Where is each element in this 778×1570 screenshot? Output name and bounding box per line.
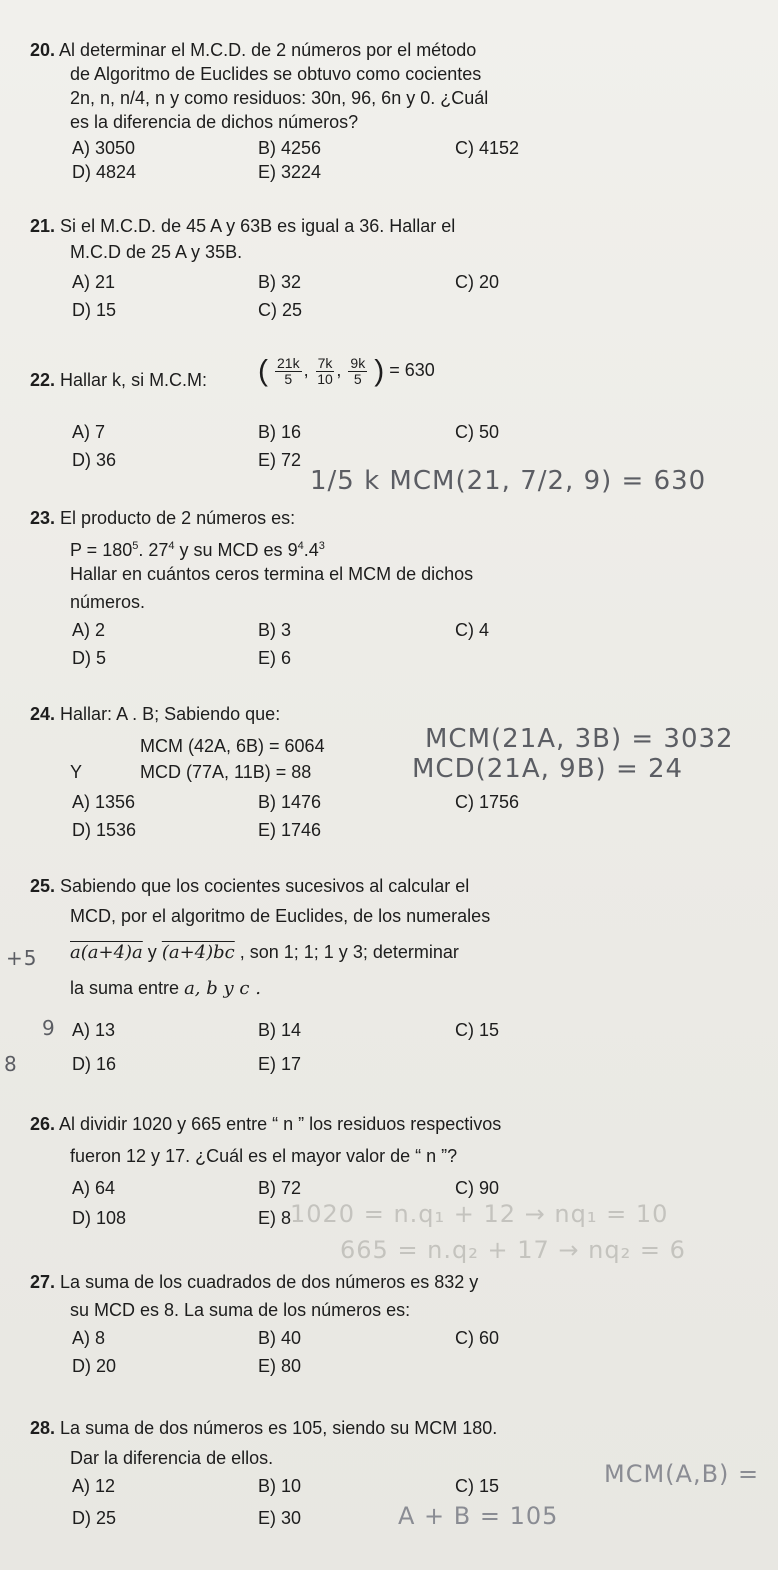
fraction: $\frac{7k}{10}$ — [317, 354, 333, 387]
option-b: B) 3 — [258, 620, 292, 640]
margin-note: +5 — [6, 946, 38, 970]
option-d: D) 4824 — [72, 162, 137, 182]
option-d: D) 1536 — [72, 820, 137, 840]
option-a: A) 13 — [72, 1020, 116, 1040]
question-text: , son 1; 1; 1 y 3; determinar — [239, 942, 459, 962]
question-text: números. — [70, 592, 146, 612]
question-number: 25. — [30, 876, 56, 896]
option-b: B) 14 — [258, 1020, 302, 1040]
question-text: es la diferencia de dichos números? — [70, 112, 359, 132]
question-text: 2n, n, n/4, n y como residuos: 30n, 96, 6n y 0. ¿Cuál — [70, 88, 489, 108]
option-c: C) 15 — [455, 1476, 500, 1496]
question-text: fueron 12 y 17. ¿Cuál es el mayor valor de “ n ”? — [70, 1146, 458, 1166]
option-b: B) 1476 — [258, 792, 322, 812]
option-c: C) 15 — [455, 1020, 500, 1040]
question-text: la suma entre — [70, 978, 180, 998]
option-d: D) 25 — [72, 1508, 117, 1528]
question-text: M.C.D de 25 A y 35B. — [70, 242, 243, 262]
question-text: MCD (77A, 11B) = 88 — [140, 762, 312, 782]
option-b: B) 16 — [258, 422, 302, 442]
question-text: MCD, por el algoritmo de Euclides, de los numerales — [70, 906, 491, 926]
option-e: E) 17 — [258, 1054, 302, 1074]
question-text: su MCD es 8. La suma de los números es: — [70, 1300, 411, 1320]
option-c: C) 60 — [455, 1328, 500, 1348]
worksheet-page: 20. Al determinar el M.C.D. de 2 números por el método de Algoritmo de Euclides se obtuvo como cocientes 2n, n, n/4, n y como residuos: 30n, 96, 6n y 0. ¿Cuál es la diferencia de dichos números? A) 3050 B) 4256 C) 4152 D) 4824 E) 3224 21. Si el M.C.D. de 45 A y 63B es igual a 36. Hallar el M.C.D de 25 A y 35B. A) 21 B) 32 C) 20 D) 15 C) 25 22. Hallar k, si M.C.M: ( $\frac{21k}{5}$ , $\frac{7k}{10}$ , $\frac{9k}{5}$ ) = 630 A) 7 B) 16 C) 50 D) 36 E) 72 1/5 k MCM(21, 7/2, 9) = 630 23. El producto de 2 números es: $P = 180^5$. $27^4$ y su MCD es $9^4.4^3$ Hallar en cuántos ceros termina el MCM de dichos números. A) 2 B) 3 C) 4 D) 5 E) 6 24. Hallar: A . B; Sabiendo que: MCM (42A, 6B) = 6064 Y MCD (77A, 11B) = 88 MCM(21A, 3B) = 3032 MCD(21A, 9B) = 24 A) 1356 B) 1476 C) 1756 D) 1536 E) 1746 25. Sabiendo que los cocientes sucesivos al calcular el MCD, por el algoritmo de Euclides, de los numerales a(a+4)a y (a+4)bc , son 1; 1; 1 y 3; determinar la suma entre a, b y c . +5 9 8 A) 13 B) 14 C) 15 D) 16 E) 17 26. Al dividir 1020 y 665 entre “ n ” los residuos respectivos fueron 12 y 17. ¿Cuál es el mayor valor de “ n ”? A) 64 B) 72 C) 90 D) 108 E) 8 1020 = n.q₁ + 12 → nq₁ = 10 665 = n.q₂ + 17 → nq₂ = 6 27. La suma de los cuadrados de dos números es 832 y su MCD es 8. La suma de los números es: A) 8 B) 40 C) 60 D) 20 E) 80 28. La suma de dos números es 105, siendo su MCM 180. Dar la diferencia de ellos. A) 12 B) 10 C) 15 D) 25 E) 30 MCM(A,B) = A + B = 105 — [0, 0, 778, 1570]
fraction: $\frac{21k}{5}$ — [277, 354, 300, 387]
question-number: 28. — [30, 1418, 56, 1438]
numeral-2: (a+4)bc — [161, 942, 235, 963]
question-text: Al dividir 1020 y 665 entre “ n ” los residuos respectivos — [59, 1114, 502, 1134]
fraction: $\frac{9k}{5}$ — [350, 354, 366, 387]
question-text: La suma de dos números es 105, siendo su MCM 180. — [60, 1418, 498, 1438]
option-c: C) 90 — [455, 1178, 500, 1198]
margin-note: 9 — [42, 1016, 56, 1040]
question-number: 21. — [30, 216, 56, 236]
handwritten-note: MCM(21A, 3B) = 3032 — [425, 724, 734, 754]
question-text: MCM (42A, 6B) = 6064 — [140, 736, 325, 756]
question-number: 23. — [30, 508, 56, 528]
option-e: C) 25 — [258, 300, 303, 320]
option-a: A) 8 — [72, 1328, 106, 1348]
option-b: B) 4256 — [258, 138, 322, 158]
option-a: A) 2 — [72, 620, 106, 640]
handwritten-note: A + B = 105 — [398, 1502, 559, 1530]
option-e: E) 3224 — [258, 162, 322, 182]
question-text: Hallar k, si M.C.M: — [60, 370, 208, 390]
question-text: La suma de los cuadrados de dos números es 832 y — [60, 1272, 479, 1292]
option-b: B) 32 — [258, 272, 302, 292]
option-d: D) 15 — [72, 300, 117, 320]
option-a: A) 1356 — [72, 792, 136, 812]
option-a: A) 21 — [72, 272, 116, 292]
option-e: E) 8 — [258, 1208, 292, 1228]
question-text: Hallar: A . B; Sabiendo que: — [60, 704, 281, 724]
mcm-formula: ( $\frac{21k}{5}$ , $\frac{7k}{10}$ , $\frac{9k}{5}$ ) = 630 — [258, 354, 435, 388]
option-e: E) 72 — [258, 450, 302, 470]
option-e: E) 80 — [258, 1356, 302, 1376]
option-e: E) 1746 — [258, 820, 322, 840]
option-d: D) 20 — [72, 1356, 117, 1376]
question-number: 24. — [30, 704, 56, 724]
question-number: 20. — [30, 40, 56, 60]
question-number: 26. — [30, 1114, 56, 1134]
product-formula: $P = 180^5$. $27^4$ y su MCD es $9^4.4^3$ — [70, 540, 325, 560]
option-a: A) 3050 — [72, 138, 136, 158]
option-c: C) 20 — [455, 272, 500, 292]
variables: a, b y c . — [184, 978, 261, 999]
option-c: C) 50 — [455, 422, 500, 442]
option-c: C) 1756 — [455, 792, 520, 812]
faded-handwritten-note: 665 = n.q₂ + 17 → nq₂ = 6 — [340, 1236, 686, 1264]
question-text: Y — [70, 762, 83, 782]
option-e: E) 6 — [258, 648, 292, 668]
option-a: A) 64 — [72, 1178, 116, 1198]
question-text: Al determinar el M.C.D. de 2 números por el método — [59, 40, 477, 60]
question-text: El producto de 2 números es: — [60, 508, 296, 528]
question-text: de Algoritmo de Euclides se obtuvo como cocientes — [70, 64, 482, 84]
option-b: B) 40 — [258, 1328, 302, 1348]
option-d: D) 5 — [72, 648, 107, 668]
question-text: Hallar en cuántos ceros termina el MCM de dichos — [70, 564, 474, 584]
option-d: D) 108 — [72, 1208, 127, 1228]
question-text: Sabiendo que los cocientes sucesivos al calcular el — [60, 876, 470, 896]
faded-handwritten-note: 1020 = n.q₁ + 12 → nq₁ = 10 — [290, 1200, 669, 1228]
option-b: B) 10 — [258, 1476, 302, 1496]
question-text: Si el M.C.D. de 45 A y 63B es igual a 36. Hallar el — [60, 216, 456, 236]
option-c: C) 4 — [455, 620, 490, 640]
margin-note: 8 — [4, 1052, 18, 1076]
option-b: B) 72 — [258, 1178, 302, 1198]
question-number: 22. — [30, 370, 56, 390]
option-a: A) 12 — [72, 1476, 116, 1496]
option-a: A) 7 — [72, 422, 106, 442]
option-d: D) 36 — [72, 450, 117, 470]
option-c: C) 4152 — [455, 138, 520, 158]
option-d: D) 16 — [72, 1054, 117, 1074]
question-number: 27. — [30, 1272, 56, 1292]
handwritten-note: MCD(21A, 9B) = 24 — [412, 754, 684, 784]
option-e: E) 30 — [258, 1508, 302, 1528]
handwritten-note: MCM(A,B) = — [604, 1460, 760, 1488]
numeral-1: a(a+4)a — [70, 942, 143, 963]
question-text: Dar la diferencia de ellos. — [70, 1448, 274, 1468]
handwritten-note: 1/5 k MCM(21, 7/2, 9) = 630 — [310, 466, 707, 496]
